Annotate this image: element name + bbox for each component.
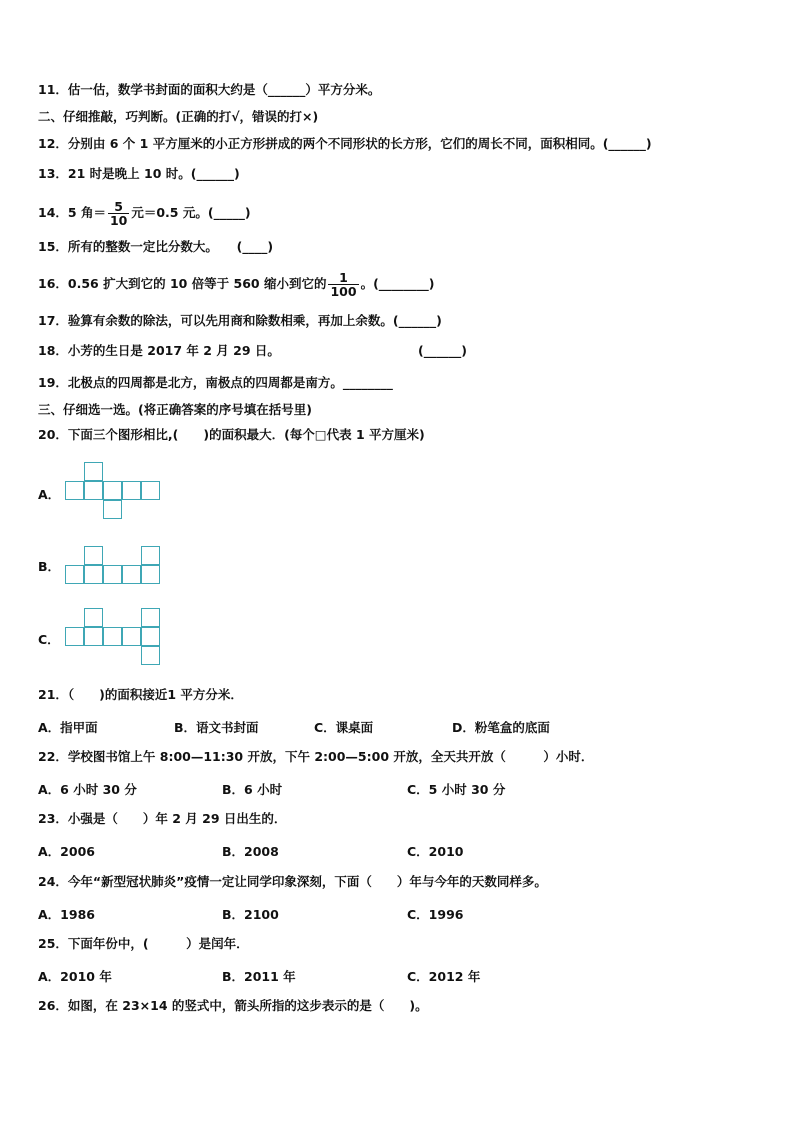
question-12: 12．分别由 6 个 1 平方厘米的小正方形拼成的两个不同形状的长方形，它们的周长不同，面积相同。(______) (38, 136, 652, 151)
q16-suffix: 。(________) (360, 276, 435, 291)
q23-option-c: C．2010 (407, 844, 464, 859)
q22-option-b: B．6 小时 (222, 782, 283, 797)
grid-cell (84, 481, 103, 500)
grid-cell (84, 565, 103, 584)
grid-cell (122, 481, 141, 500)
grid-cell (84, 462, 103, 481)
question-23: 23．小强是（ ）年 2 月 29 日出生的． (38, 811, 287, 826)
q23-option-a: A．2006 (38, 844, 95, 859)
q16-prefix: 16．0.56 扩大到它的 10 倍等于 560 缩小到它的 (38, 276, 327, 291)
q21-option-c: C．课桌面 (314, 720, 374, 735)
q25-option-b: B．2011 年 (222, 969, 296, 984)
q21-option-b: B．语文书封面 (174, 720, 259, 735)
q14-fraction: $\frac{5}{10}$ (109, 199, 128, 228)
question-13: 13．21 时是晚上 10 时。(______) (38, 166, 240, 181)
figure-b-label: B． (38, 559, 61, 574)
question-22: 22．学校图书馆上午 8:00—11:30 开放，下午 2:00—5:00 开放，全天共开放（ ）小时． (38, 749, 594, 764)
q23-option-b: B．2008 (222, 844, 279, 859)
grid-cell (141, 546, 160, 565)
q16-fraction: $\frac{1}{100}$ (330, 270, 357, 299)
figure-a-label: A． (38, 487, 61, 502)
question-11: 11．估一估，数学书封面的面积大约是（______）平方分米。 (38, 82, 381, 97)
grid-cell (103, 500, 122, 519)
grid-cell (103, 481, 122, 500)
grid-cell (122, 565, 141, 584)
q22-option-a: A．6 小时 30 分 (38, 782, 137, 797)
question-18-blank: (______) (418, 343, 467, 358)
q25-option-a: A．2010 年 (38, 969, 112, 984)
q14-prefix: 14．5 角＝ (38, 205, 106, 220)
q22-option-c: C．5 小时 30 分 (407, 782, 506, 797)
grid-cell (65, 565, 84, 584)
grid-cell (141, 646, 160, 665)
q21-option-d: D．粉笔盒的底面 (452, 720, 550, 735)
grid-cell (84, 546, 103, 565)
question-21: 21．（ )的面积接近1 平方分米． (38, 687, 243, 702)
q24-option-b: B．2100 (222, 907, 279, 922)
section-3-heading: 三、仔细选一选。(将正确答案的序号填在括号里) (38, 402, 312, 417)
q14-suffix: 元＝0.5 元。(_____) (131, 205, 251, 220)
grid-cell (65, 627, 84, 646)
question-18: 18．小芳的生日是 2017 年 2 月 29 日。 (38, 343, 280, 358)
grid-cell (84, 627, 103, 646)
section-2-heading: 二、仔细推敲，巧判断。(正确的打√，错误的打×) (38, 109, 319, 124)
grid-cell (103, 627, 122, 646)
question-14 (38, 200, 251, 227)
q25-option-c: C．2012 年 (407, 969, 481, 984)
grid-cell (141, 608, 160, 627)
grid-cell (141, 481, 160, 500)
question-25: 25．下面年份中，( ）是闰年． (38, 936, 249, 951)
grid-cell (122, 627, 141, 646)
grid-cell (141, 565, 160, 584)
grid-cell (84, 608, 103, 627)
q24-option-a: A．1986 (38, 907, 95, 922)
grid-cell (103, 565, 122, 584)
question-16 (38, 271, 435, 298)
grid-cell (141, 627, 160, 646)
q21-option-a: A．指甲面 (38, 720, 98, 735)
figure-c-label: C． (38, 632, 60, 647)
question-15: 15．所有的整数一定比分数大。 (____) (38, 239, 274, 254)
question-19: 19．北极点的四周都是北方，南极点的四周都是南方。________ (38, 375, 393, 390)
question-20: 20．下面三个图形相比,( )的面积最大．(每个□代表 1 平方厘米) (38, 427, 425, 442)
question-17: 17．验算有余数的除法，可以先用商和除数相乘，再加上余数。(______) (38, 313, 442, 328)
grid-cell (65, 481, 84, 500)
q24-option-c: C．1996 (407, 907, 464, 922)
question-26: 26．如图，在 23×14 的竖式中，箭头所指的这步表示的是（ )。 (38, 998, 428, 1013)
question-24: 24．今年“新型冠状肺炎”疫情一定让同学印象深刻，下面（ ）年与今年的天数同样多。 (38, 874, 547, 889)
